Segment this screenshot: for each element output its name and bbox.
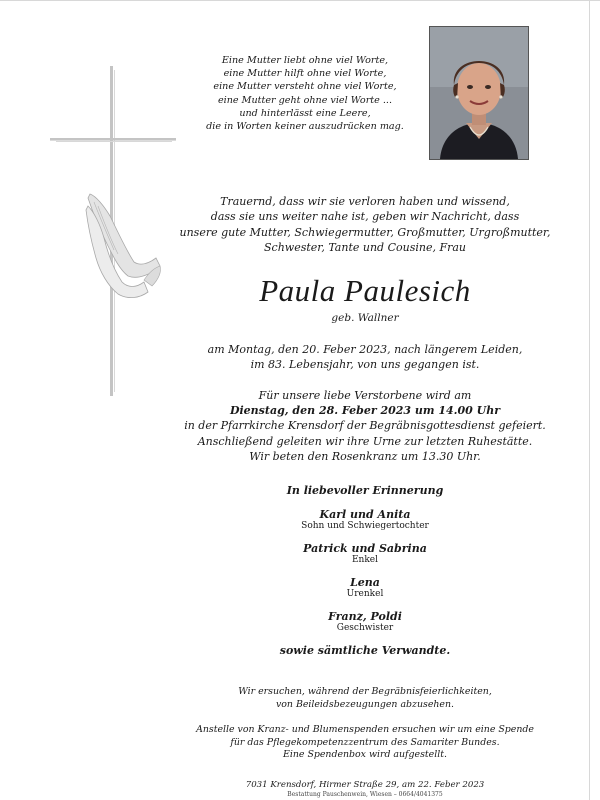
- request-line: von Beileidsbezeugungen abzusehen.: [275, 698, 454, 710]
- funeral-date: Dienstag, den 28. Feber 2023 um 14.00 Uhr: [229, 404, 501, 418]
- donation-line: für das Pflegekompetenzzentrum des Samariter Bundes.: [230, 736, 500, 748]
- mourners-heading: In liebevoller Erinnerung: [286, 484, 444, 497]
- intro-line: Trauernd, dass wir sie verloren haben und wissend,: [220, 195, 510, 208]
- request-line: Wir ersuchen, während der Begräbnisfeierlichkeiten,: [238, 686, 492, 697]
- portrait-photo: [429, 26, 529, 160]
- maiden-name: geb. Wallner: [331, 312, 399, 324]
- footer-place-date: 7031 Krensdorf, Hirmer Straße 29, am 22. Feber 2023: [245, 780, 485, 790]
- death-line: am Montag, den 20. Feber 2023, nach längerem Leiden,: [207, 343, 523, 356]
- intro-line: dass sie uns weiter nahe ist, geben wir Nachricht, dass: [210, 210, 520, 224]
- mourner-group: [200, 508, 530, 532]
- poem-line: eine Mutter geht ohne viel Worte ...: [217, 94, 393, 106]
- praying-hands-icon: [86, 194, 161, 298]
- poem-line: und hinterlässt eine Leere,: [239, 107, 371, 119]
- funeral-line: Anschließend geleiten wir ihre Urne zur letzten Ruhestätte.: [197, 434, 533, 448]
- mourner-relation: Urenkel: [346, 589, 384, 599]
- cross-horizontal-beam: [50, 138, 176, 141]
- mourner-group: [200, 542, 530, 566]
- poem-line: Eine Mutter liebt ohne viel Worte,: [221, 55, 389, 66]
- cross-with-praying-hands: [48, 60, 178, 400]
- funeral-line: Wir beten den Rosenkranz um 13.30 Uhr.: [249, 449, 481, 463]
- donation-line: Eine Spendenbox wird aufgestellt.: [283, 749, 447, 761]
- intro-line: Schwester, Tante und Cousine, Frau: [264, 241, 466, 255]
- undertaker-info: Bestattung Pauschenwein, Wiesen – 0664/4041375: [287, 791, 443, 798]
- funeral-line: Für unsere liebe Verstorbene wird am: [258, 389, 472, 402]
- mourner-name: Franz, Poldi: [328, 610, 402, 623]
- funeral-details: [170, 388, 560, 464]
- portrait-illustration: [430, 27, 528, 159]
- mourner-name: Karl und Anita: [319, 508, 411, 521]
- mourner-relation: Sohn und Schwiegertochter: [301, 521, 429, 531]
- mourner-name: Lena: [350, 576, 380, 589]
- funeral-line: in der Pfarrkirche Krensdorf der Begräbnisgottesdienst gefeiert.: [184, 419, 546, 433]
- poem-line: eine Mutter hilft ohne viel Worte,: [223, 68, 387, 80]
- death-notice: [170, 342, 560, 373]
- mourner-relation: Enkel: [351, 555, 379, 565]
- condolence-request: [170, 686, 560, 711]
- page-border-top: [0, 0, 600, 1]
- intro-text: [170, 194, 560, 256]
- mourners-closing: sowie sämtliche Verwandte.: [279, 644, 451, 657]
- donation-request: [170, 724, 560, 762]
- donation-line: Anstelle von Kranz- und Blumenspenden ersuchen wir um eine Spende: [196, 724, 534, 735]
- mourner-name: Patrick und Sabrina: [303, 542, 427, 555]
- mourner-group: [200, 610, 530, 634]
- poem-line: die in Worten keiner auszudrücken mag.: [206, 121, 404, 133]
- death-line: im 83. Lebensjahr, von uns gegangen ist.: [250, 358, 480, 372]
- mourners-list: [200, 484, 530, 657]
- page-border-right: [589, 0, 590, 800]
- poem-block: [180, 54, 430, 133]
- intro-line: unsere gute Mutter, Schwiegermutter, Großmutter, Urgroßmutter,: [179, 225, 551, 239]
- deceased-name: Paula Paulesich: [259, 273, 471, 308]
- mourner-group: [200, 576, 530, 600]
- poem-line: eine Mutter versteht ohne viel Worte,: [213, 81, 397, 93]
- mourner-relation: Geschwister: [336, 623, 394, 633]
